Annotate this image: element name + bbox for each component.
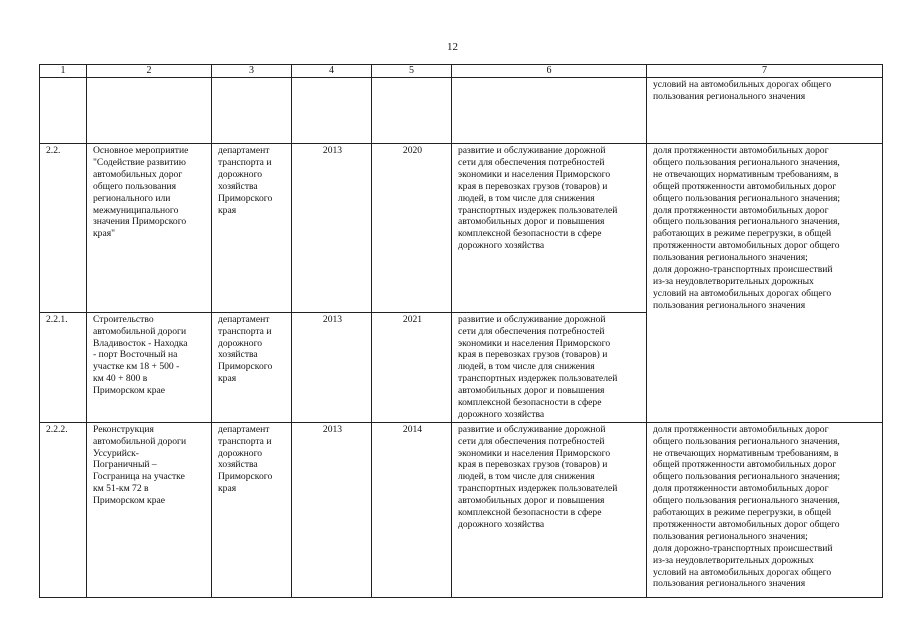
table-header-row: [40, 65, 883, 78]
header-cell-1: 1: [40, 65, 87, 78]
start-year-cell: [292, 78, 372, 144]
header-cell-5: 5: [372, 65, 452, 78]
header-cell-3: 3: [212, 65, 292, 78]
header-cell-6: 6: [452, 65, 647, 78]
indicators-cell: [647, 312, 883, 422]
table-row: [40, 78, 883, 144]
start-year-cell: 2013: [292, 422, 372, 597]
program-activities-table: [39, 64, 883, 598]
table-row: [40, 422, 883, 597]
row-number-cell: 2.2.: [40, 144, 87, 313]
activity-name-cell: Реконструкция автомобильной дороги Уссурийск- Пограничный – Госграница на участке км 51-км 72 в Приморском крае: [87, 422, 212, 597]
expected-result-cell: развитие и обслуживание дорожной сети для обеспечения потребностей экономики и населения Приморского края в перевозках грузов (товаров) и людей, в том числе для снижения транспортных издержек пользователей автомобильных дорог и повышения комплексной безопасности в сфере дорожного хозяйства: [452, 422, 647, 597]
activity-name-cell: Строительство автомобильной дороги Владивосток - Находка - порт Восточный на участке км 18 + 500 - км 40 + 800 в Приморском крае: [87, 312, 212, 422]
start-year-cell: 2013: [292, 144, 372, 313]
row-number-cell: 2.2.2.: [40, 422, 87, 597]
table-row: [40, 144, 883, 313]
expected-result-cell: [452, 78, 647, 144]
end-year-cell: [372, 78, 452, 144]
activity-name-cell: Основное мероприятие "Содействие развитию автомобильных дорог общего пользования регионального или межмуниципального значения Приморского края": [87, 144, 212, 313]
expected-result-cell: развитие и обслуживание дорожной сети для обеспечения потребностей экономики и населения Приморского края в перевозках грузов (товаров) и людей, в том числе для снижения транспортных издержек пользователей автомобильных дорог и повышения комплексной безопасности в сфере дорожного хозяйства: [452, 312, 647, 422]
start-year-cell: 2013: [292, 312, 372, 422]
indicators-cell: доля протяженности автомобильных дорог общего пользования регионального значения, не отвечающих нормативным требованиям, в общей протяженности автомобильных дорог общего пользования регионального значения; доля протяженности автомобильных дорог общего пользования регионального значения, работающих в режиме перегрузки, в общей протяженности автомобильных дорог общего пользования регионального значения; доля дорожно-транспортных происшествий из-за неудовлетворительных дорожных условий на автомобильных дорогах общего пользования регионального значения: [647, 144, 883, 313]
indicators-cell: доля протяженности автомобильных дорог общего пользования регионального значения, не отвечающих нормативным требованиям, в общей протяженности автомобильных дорог общего пользования регионального значения; доля протяженности автомобильных дорог общего пользования регионального значения, работающих в режиме перегрузки, в общей протяженности автомобильных дорог общего пользования регионального значения; доля дорожно-транспортных происшествий из-за неудовлетворительных дорожных условий на автомобильных дорогах общего пользования регионального значения: [647, 422, 883, 597]
end-year-cell: 2020: [372, 144, 452, 313]
header-cell-4: 4: [292, 65, 372, 78]
executor-cell: департамент транспорта и дорожного хозяйства Приморского края: [212, 312, 292, 422]
executor-cell: департамент транспорта и дорожного хозяйства Приморского края: [212, 144, 292, 313]
end-year-cell: 2014: [372, 422, 452, 597]
row-number-cell: [40, 78, 87, 144]
indicators-cell: условий на автомобильных дорогах общего пользования регионального значения: [647, 78, 883, 144]
executor-cell: [212, 78, 292, 144]
activity-name-cell: [87, 78, 212, 144]
expected-result-cell: развитие и обслуживание дорожной сети для обеспечения потребностей экономики и населения Приморского края в перевозках грузов (товаров) и людей, в том числе для снижения транспортных издержек пользователей автомобильных дорог и повышения комплексной безопасности в сфере дорожного хозяйства: [452, 144, 647, 313]
executor-cell: департамент транспорта и дорожного хозяйства Приморского края: [212, 422, 292, 597]
end-year-cell: 2021: [372, 312, 452, 422]
page-number: 12: [447, 41, 458, 53]
table-row: [40, 312, 883, 422]
row-number-cell: 2.2.1.: [40, 312, 87, 422]
header-cell-7: 7: [647, 65, 883, 78]
header-cell-2: 2: [87, 65, 212, 78]
